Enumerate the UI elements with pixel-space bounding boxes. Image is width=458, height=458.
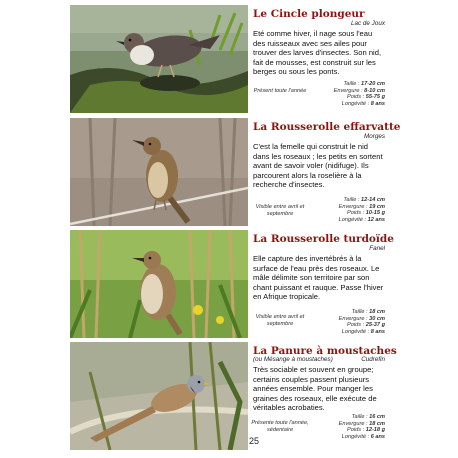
- fact-row: Longévité : 6 ans: [341, 434, 385, 441]
- entry-cincle: [70, 5, 385, 113]
- fact-row: Longévité : 12 ans: [338, 217, 385, 224]
- season-note: Visible entre avril et septembre: [255, 204, 305, 217]
- location-label: Fanel: [369, 245, 385, 252]
- fact-row: Envergure : 18 cm: [338, 420, 385, 427]
- bird-photo-effarvatte: [70, 118, 248, 226]
- species-description: Elle capture des invertébrés à la surface de l'eau près des roseaux. Le mâle délimite son territoire par son chant puissant et rauque. Passe l'hiver en Afrique tropicale.: [253, 254, 384, 302]
- entry-text-cincle: [253, 5, 385, 113]
- location-label: Lac de Joux: [351, 20, 385, 27]
- fact-row: Poids : 10-15 g: [347, 210, 385, 217]
- fact-row: Taille : 18 cm: [351, 309, 385, 315]
- entry-panure: [70, 342, 397, 450]
- fact-row: Taille : 12-14 cm: [343, 197, 385, 203]
- species-subtitle: (ou Mésange à moustaches): [253, 356, 333, 363]
- fact-row: Taille : 16 cm: [351, 414, 385, 420]
- species-title: La Rousserolle effarvatte: [253, 121, 401, 133]
- location-label: Cudrefin: [361, 356, 385, 363]
- season-note: Présent toute l'année: [253, 88, 307, 94]
- fact-row: Envergure : 19 cm: [338, 203, 385, 210]
- facts-block: [315, 309, 385, 336]
- fact-row: Envergure : 8-10 cm: [333, 87, 385, 94]
- bird-photo-turdoide: [70, 230, 248, 338]
- entry-rousserolle-effarvatte: [70, 118, 401, 226]
- season-note: Visible entre avril et septembre: [255, 314, 305, 327]
- fact-row: Poids : 55-75 g: [347, 94, 385, 101]
- species-title: La Panure à moustaches: [253, 345, 397, 357]
- fact-row: Longévité : 8 ans: [341, 101, 385, 108]
- fact-row: Poids : 12-18 g: [347, 427, 385, 434]
- species-title: La Rousserolle turdoïde: [253, 233, 394, 245]
- species-description: Très sociable et souvent en groupe; certains couples passent plusieurs années ensemble. Pour manger les graines des roseaux, elle exécute de véritables acrobaties.: [253, 365, 377, 413]
- species-title: Le Cincle plongeur: [253, 8, 365, 20]
- species-description: Eté comme hiver, il nage sous l'eau des ruisseaux avec ses ailes pour trouver des larves d'insectes. Son nid, fait de mousses, est construit sur les berges ou sous les ponts.: [253, 29, 382, 77]
- fact-row: Poids : 25-37 g: [347, 322, 385, 329]
- entry-text-effarvatte: [253, 118, 401, 226]
- bird-photo-cincle: [70, 5, 248, 113]
- facts-block: [315, 197, 385, 224]
- location-label: Morges: [364, 133, 385, 140]
- entry-rousserolle-turdoide: [70, 230, 394, 338]
- entry-text-turdoide: [253, 230, 394, 338]
- facts-block: [315, 414, 385, 441]
- fact-row: Longévité : 8 ans: [341, 329, 385, 336]
- bird-photo-panure: [70, 342, 248, 450]
- page-number: 25: [249, 436, 260, 446]
- species-description: C'est la femelle qui construit le nid dans les roseaux ; les petits en sortent avant de savoir voler (nidifuge). Ils parcourent alors la roselière à la recherche d'insectes.: [253, 142, 383, 190]
- entry-text-panure: [251, 342, 397, 450]
- fact-row: Envergure : 30 cm: [338, 315, 385, 322]
- season-note: Présente toute l'année, sédentaire: [251, 420, 309, 433]
- fact-row: Taille : 17-20 cm: [343, 81, 385, 87]
- facts-block: [315, 81, 385, 108]
